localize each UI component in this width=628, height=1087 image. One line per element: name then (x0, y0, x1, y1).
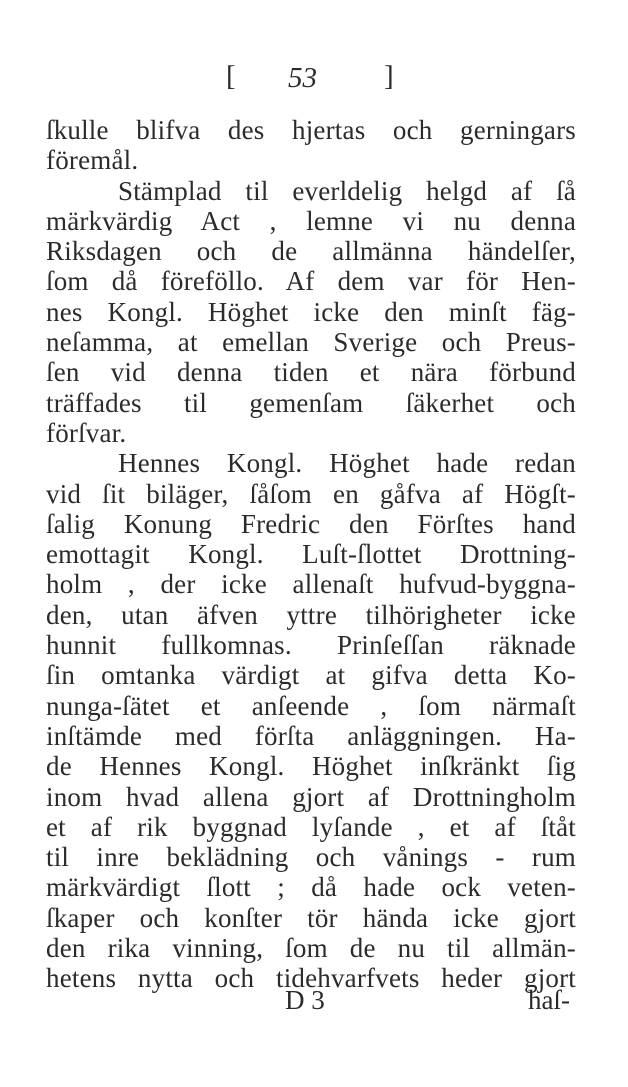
header-bracket-open: [ (226, 60, 236, 92)
text-line: förſvar. (46, 417, 127, 448)
text-line: märkvärdig Act , lemne vi nu denna (46, 205, 576, 236)
text-line: märkvärdigt ſlott ; då hade ock veten- (46, 872, 576, 903)
text-line: den, utan äfven yttre tilhörigheter icke (46, 599, 576, 630)
text-line: holm , der icke allenaſt hufvud-byggna- (46, 569, 576, 600)
text-line: inſtämde med förſta anläggningen. Ha- (46, 720, 576, 751)
text-line: inom hvad allena gjort af Drottningholm (46, 781, 576, 812)
body-text (46, 115, 576, 994)
text-line: ſen vid denna tiden et nära förbund (46, 357, 576, 388)
text-line: nunga-ſätet et anſeende , ſom närmaſt (46, 690, 576, 721)
text-line: neſamma, at emellan Sverige och Preus- (46, 327, 576, 358)
text-line: träffades til gemenſam ſäkerhet och (46, 387, 576, 418)
text-line: Stämplad til everldelig helgd af ſå (118, 175, 576, 206)
text-line: et af rik byggnad lyſande , et af ſtåt (46, 811, 576, 842)
text-line: hetens nytta och tidehvarfvets heder gjort (46, 963, 576, 994)
text-line: til inre beklädning och vånings - rum (46, 842, 576, 873)
text-line: ſalig Konung Fredric den Förſtes hand (46, 508, 576, 539)
page-number: 53 (288, 62, 317, 94)
text-line: vid ſit biläger, ſåſom en gåfva af Högſt- (46, 478, 576, 509)
page-footer (0, 985, 628, 1025)
text-line: hunnit fullkomnas. Prinſeſſan räknade (46, 630, 576, 661)
header-bracket-close: ] (384, 60, 394, 92)
text-line: den rika vinning, ſom de nu til allmän- (46, 933, 576, 964)
text-line: nes Kongl. Höghet icke den minſt fäg- (46, 296, 576, 327)
catchword: haſ- (528, 985, 570, 1015)
signature-mark: D 3 (285, 985, 325, 1015)
text-line: Riksdagen och de allmänna händelſer, (46, 236, 576, 267)
text-line: emottagit Kongl. Luſt-ſlottet Drottning- (46, 539, 576, 570)
text-line: de Hennes Kongl. Höghet inſkränkt ſig (46, 751, 576, 782)
text-line: ſkaper och konſter tör hända icke gjort (46, 902, 576, 933)
text-line: ſom då föreföllo. Af dem var för Hen- (46, 266, 576, 297)
text-line: Hennes Kongl. Höghet hade redan (118, 448, 576, 479)
text-line: föremål. (46, 145, 139, 176)
text-line: ſkulle blifva des hjertas och gerningars (46, 115, 576, 145)
page-header (0, 60, 628, 100)
text-line: ſin omtanka värdigt at gifva detta Ko- (46, 660, 576, 691)
